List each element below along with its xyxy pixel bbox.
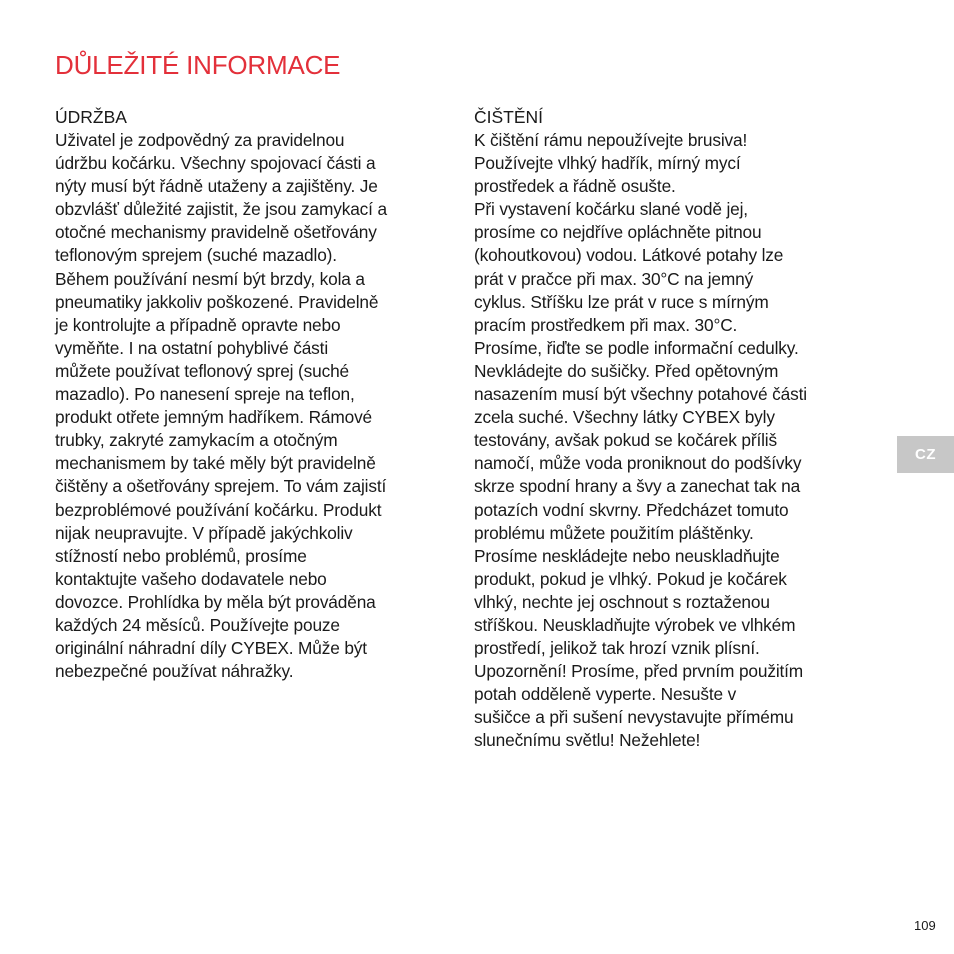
text-line: problému můžete použitím pláštěnky.	[474, 522, 754, 543]
page-number: 109	[914, 918, 936, 933]
text-line: obzvlášť důležité zajistit, že jsou zamykací a	[55, 199, 387, 220]
text-line: je kontrolujte a případně opravte nebo	[55, 314, 341, 335]
text-line: každých 24 měsíců. Používejte pouze	[55, 614, 340, 635]
text-line: slunečnímu světlu! Nežehlete!	[474, 730, 701, 751]
text-line: Prosíme, řiďte se podle informační cedulky.	[474, 337, 799, 358]
text-line: prostředí, jelikož tak hrozí vznik plísní.	[474, 638, 760, 659]
text-line: originální náhradní díly CYBEX. Může být	[55, 638, 367, 659]
text-line: sušičce a při sušení nevystavujte přímému	[474, 707, 794, 728]
text-line: stříškou. Neuskladňujte výrobek ve vlhkém	[474, 614, 796, 635]
text-line: bezproblémové používání kočárku. Produkt	[55, 499, 382, 520]
text-line: potazích vodní skvrny. Předcházet tomuto	[474, 499, 789, 520]
cleaning-body	[474, 129, 864, 753]
text-line: dovozce. Prohlídka by měla být prováděna	[55, 591, 376, 612]
text-line: stížností nebo problémů, prosíme	[55, 545, 307, 566]
text-line: vyměňte. I na ostatní pohyblivé části	[55, 337, 329, 358]
text-line: pneumatiky jakkoliv poškozené. Pravidelně	[55, 291, 379, 312]
page-title: DŮLEŽITÉ INFORMACE	[55, 50, 341, 80]
text-line: kontaktujte vašeho dodavatele nebo	[55, 568, 327, 589]
text-line: mechanismem by také měly být pravidelně	[55, 453, 376, 474]
text-line: prosíme co nejdříve opláchněte pitnou	[474, 222, 762, 243]
text-line: Nevkládejte do sušičky. Před opětovným	[474, 360, 779, 381]
text-line: otočné mechanismy pravidelně ošetřovány	[55, 222, 377, 243]
text-line: mazadlo). Po nanesení spreje na teflon,	[55, 384, 355, 405]
text-line: skrze spodní hrany a švy a zanechat tak na	[474, 476, 801, 497]
maintenance-body	[55, 129, 440, 683]
text-line: nijak neupravujte. V případě jakýchkoliv	[55, 522, 353, 543]
text-line: prát v pračce při max. 30°C na jemný	[474, 268, 754, 289]
cleaning-heading: ČIŠTĚNÍ	[474, 107, 544, 127]
text-line: cyklus. Stříšku lze prát v ruce s mírným	[474, 291, 769, 312]
text-line: údržbu kočárku. Všechny spojovací části a	[55, 153, 376, 174]
text-line: teflonovým sprejem (suché mazadlo).	[55, 245, 337, 266]
maintenance-section	[55, 106, 440, 683]
text-line: produkt otřete jemným hadříkem. Rámové	[55, 407, 373, 428]
cleaning-section	[474, 106, 864, 753]
text-line: produkt, pokud je vlhký. Pokud je kočárek	[474, 568, 787, 589]
text-line: Uživatel je zodpovědný za pravidelnou	[55, 130, 345, 150]
text-line: namočí, může voda proniknout do podšívky	[474, 453, 802, 474]
maintenance-heading: ÚDRŽBA	[55, 107, 127, 127]
text-line: můžete používat teflonový sprej (suché	[55, 360, 349, 381]
text-line: nasazením musí být všechny potahové části	[474, 384, 807, 405]
text-line: čištěny a ošetřovány sprejem. To vám zajistí	[55, 476, 387, 497]
text-line: nýty musí být řádně utaženy a zajištěny. Je	[55, 176, 378, 197]
text-line: Používejte vlhký hadřík, mírný mycí	[474, 153, 741, 174]
text-line: potah odděleně vyperte. Nesušte v	[474, 684, 737, 705]
text-line: (kohoutkovou) vodou. Látkové potahy lze	[474, 245, 784, 266]
text-line: vlhký, nechte jej oschnout s roztaženou	[474, 591, 770, 612]
text-line: Během používání nesmí být brzdy, kola a	[55, 268, 365, 289]
text-line: testovány, avšak pokud se kočárek příliš	[474, 430, 777, 451]
text-line: zcela suché. Všechny látky CYBEX byly	[474, 407, 775, 428]
text-line: pracím prostředkem při max. 30°C.	[474, 314, 738, 335]
text-line: Prosíme neskládejte nebo neuskladňujte	[474, 545, 780, 566]
text-line: prostředek a řádně osušte.	[474, 176, 676, 197]
text-line: Upozornění! Prosíme, před prvním použitím	[474, 661, 804, 682]
text-line: Při vystavení kočárku slané vodě jej,	[474, 199, 748, 220]
language-badge: CZ	[897, 436, 954, 473]
text-line: trubky, zakryté zamykacím a otočným	[55, 430, 338, 451]
text-line: nebezpečné používat náhražky.	[55, 661, 294, 682]
text-line: K čištění rámu nepoužívejte brusiva!	[474, 130, 748, 150]
